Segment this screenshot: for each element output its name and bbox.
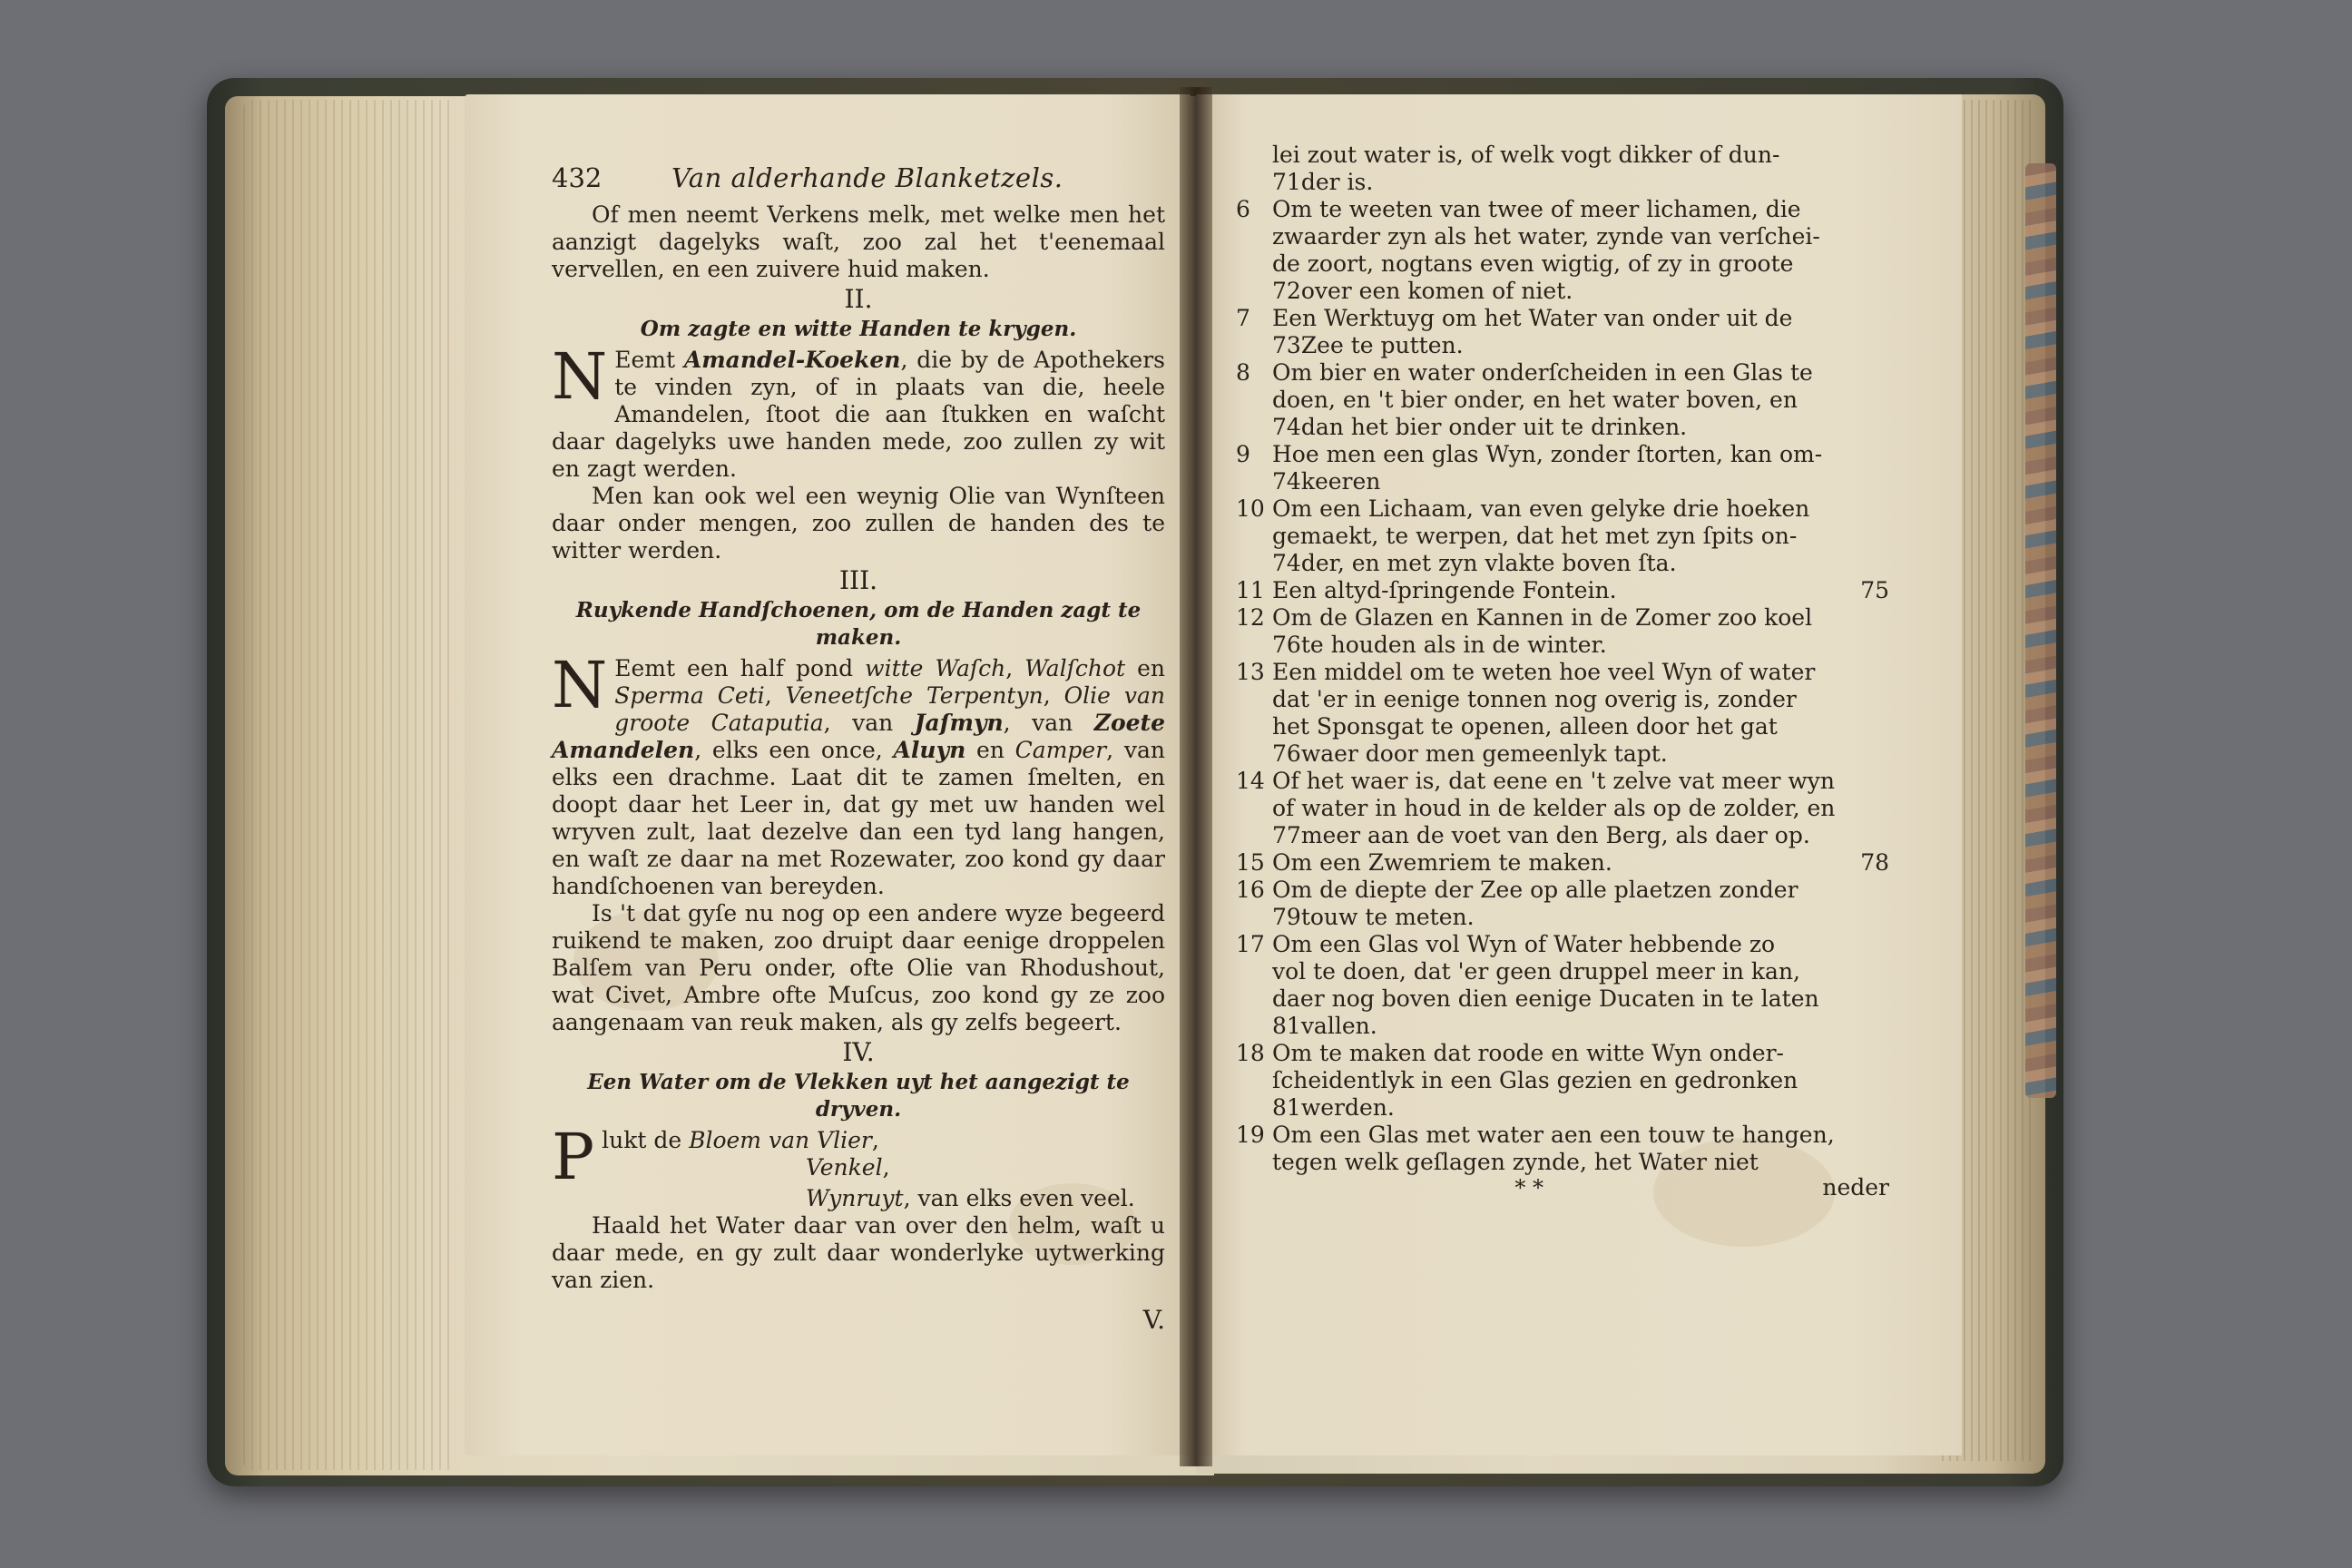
catchword: V.: [1142, 1305, 1165, 1335]
book-gutter: [1180, 87, 1212, 1466]
toc-entry-text: Om een Zwemriem te maken.: [1272, 849, 1612, 876]
toc-entry-number: 19: [1236, 1122, 1265, 1148]
section-number-4: IV.: [842, 1037, 875, 1067]
toc-page-ref: 74: [1272, 550, 1301, 576]
toc-page-ref: 71: [1272, 169, 1301, 195]
toc-entry: [1236, 877, 1889, 904]
toc-entry: [1236, 931, 1889, 958]
toc-entry-continuation: [1236, 1013, 1889, 1040]
toc-entry-continuation: [1236, 223, 1889, 250]
toc-entry-text: der, en met zyn vlakte boven ſta.: [1300, 550, 1677, 576]
toc-entry-continuation: [1236, 387, 1889, 414]
toc-entry-number: 16: [1236, 877, 1265, 903]
left-fore-edge: [243, 100, 452, 1470]
toc-entry-continuation: [1236, 985, 1889, 1013]
table-of-contents: [1236, 142, 1889, 1198]
toc-entry-text: werden.: [1300, 1094, 1395, 1121]
toc-entry-text: Een Werktuyg om het Water van onder uit de: [1272, 305, 1793, 331]
section-heading-4: Een Water om de Vlekken uyt het aangezigt te dryven.: [587, 1070, 1130, 1122]
toc-entry-text: lei zout water is, of welk vogt dikker of dun-: [1272, 142, 1780, 168]
section-3-paragraph-2: Is 't dat gyſe nu nog op een andere wyze begeerd ruikend te maken, zoo druipt daar eenige droppelen Balſem van Peru onder, ofte Olie van Rhodushout, wat Civet, Ambre ofte Muſcus, zoo kond gy ze zoo aangenaam van reuk maken, als gy zelfs begeert.: [552, 900, 1165, 1035]
toc-page-ref: 74: [1272, 468, 1301, 495]
toc-entry-continuation: [1236, 332, 1889, 359]
left-page-text: [552, 160, 1165, 1335]
toc-entry-continuation: [1236, 414, 1889, 441]
toc-entry-text: zwaarder zyn als het water, zynde van verſchei-: [1272, 223, 1820, 250]
toc-entry-continuation: [1236, 686, 1889, 713]
toc-entry-continuation: [1236, 523, 1889, 550]
toc-entry: [1236, 495, 1889, 523]
running-head: [552, 160, 1165, 201]
toc-entry-number: 6: [1236, 196, 1250, 222]
toc-entry-text: dan het bier onder uit te drinken.: [1300, 414, 1688, 440]
toc-entry-continuation: [1236, 904, 1889, 931]
marbled-endpaper: [2025, 163, 2056, 1098]
toc-entry-text: Om te maken dat roode en witte Wyn onder-: [1272, 1040, 1784, 1066]
page-number: 432: [552, 162, 603, 193]
toc-entry-text: vol te doen, dat 'er geen druppel meer in kan,: [1272, 958, 1800, 985]
left-page: [465, 94, 1191, 1455]
toc-entry-text: ſcheidentlyk in een Glas gezien en gedronken: [1272, 1067, 1798, 1093]
toc-page-ref: 79: [1272, 904, 1301, 930]
toc-entry-number: 12: [1236, 604, 1265, 631]
toc-entry-continuation: [1236, 740, 1889, 768]
catchword: neder: [1822, 1174, 1889, 1200]
section-heading-2: Om zagte en witte Handen te krygen.: [640, 317, 1077, 341]
toc-entry: [1236, 604, 1889, 632]
toc-page-ref: 77: [1272, 822, 1301, 848]
toc-entry: [1236, 577, 1889, 604]
toc-entry-continuation: [1236, 1094, 1889, 1122]
toc-page-ref: 81: [1272, 1013, 1301, 1039]
toc-entry-continuation: [1236, 795, 1889, 822]
toc-entry-continuation: [1236, 1149, 1889, 1176]
toc-entry-text: Een altyd-ſpringende Fontein.: [1272, 577, 1617, 603]
toc-entry-number: 8: [1236, 359, 1250, 386]
drop-cap: N: [552, 648, 608, 722]
toc-entry: [1236, 196, 1889, 223]
drop-cap: P: [552, 1120, 595, 1194]
toc-entry-text: doen, en 't bier onder, en het water boven, en: [1272, 387, 1798, 413]
toc-entry-continuation: [1236, 468, 1889, 495]
toc-entry-number: 17: [1236, 931, 1265, 957]
toc-entry-text: Om de Glazen en Kannen in de Zomer zoo koel: [1272, 604, 1813, 631]
toc-entry-text: meer aan de voet van den Berg, als daer op.: [1300, 822, 1810, 848]
toc-entry-continuation: [1236, 278, 1889, 305]
toc-entry: [1236, 849, 1889, 877]
toc-entry-text: Om de diepte der Zee op alle plaetzen zonder: [1272, 877, 1798, 903]
toc-entry-text: gemaekt, te werpen, dat het met zyn ſpits on-: [1272, 523, 1798, 549]
toc-page-ref: 78: [1860, 849, 1889, 876]
toc-page-ref: 81: [1272, 1094, 1301, 1121]
toc-entry-number: 10: [1236, 495, 1265, 522]
toc-entry-continuation: [1236, 713, 1889, 740]
toc-entry-text: te houden als in de winter.: [1300, 632, 1607, 658]
toc-entry-text: Om te weeten van twee of meer lichamen, die: [1272, 196, 1801, 222]
toc-entry-continuation: [1236, 1067, 1889, 1094]
toc-page-ref: 76: [1272, 740, 1301, 767]
toc-entry-text: keeren: [1300, 468, 1381, 495]
toc-entry: [1236, 441, 1889, 468]
toc-entry-number: 18: [1236, 1040, 1265, 1066]
toc-entry-text: touw te meten.: [1300, 904, 1475, 930]
toc-entry: [1236, 1040, 1889, 1067]
toc-entry-text: waer door men gemeenlyk tapt.: [1300, 740, 1668, 767]
toc-entry-text: der is.: [1300, 169, 1374, 195]
running-title: Van alderhande Blanketzels.: [671, 162, 1063, 193]
paragraph-intro: Of men neemt Verkens melk, met welke men het aanzigt dagelyks waſt, zoo zal het t'eenemaal vervellen, en een zuivere huid maken.: [552, 201, 1165, 282]
toc-entry-text: de zoort, nogtans even wigtig, of zy in groote: [1272, 250, 1794, 277]
section-number-3: III.: [838, 565, 878, 595]
toc-entry-text: Hoe men een glas Wyn, zonder ſtorten, kan om-: [1272, 441, 1823, 467]
section-4-paragraph-2: Haald het Water daar van over den helm, waſt u daar mede, en gy zult daar wonderlyke uytwerking van zien.: [552, 1212, 1165, 1293]
recipe-item: Venkel,: [806, 1154, 890, 1181]
signature-mark: * *: [1514, 1175, 1544, 1200]
toc-entry-number: 13: [1236, 659, 1265, 685]
toc-entry-text: over een komen of niet.: [1300, 278, 1573, 304]
toc-entries: [1236, 142, 1889, 1176]
toc-entry-text: Om een Glas vol Wyn of Water hebbende zo: [1272, 931, 1776, 957]
page-foot: [1236, 1174, 1889, 1200]
toc-entry-number: 9: [1236, 441, 1250, 467]
recipe-item: Wynruyt, van elks even veel.: [806, 1185, 1135, 1211]
toc-entry-text: Een middel om te weten hoe veel Wyn of water: [1272, 659, 1816, 685]
toc-entry: [1236, 1122, 1889, 1149]
toc-entry-number: 14: [1236, 768, 1265, 794]
section-number-2: II.: [844, 284, 873, 314]
toc-page-ref: 76: [1272, 632, 1301, 658]
toc-entry-text: Zee te putten.: [1300, 332, 1464, 358]
toc-entry-text: dat 'er in eenige tonnen nog overig is, zonder: [1272, 686, 1797, 712]
toc-page-ref: 75: [1860, 577, 1889, 603]
toc-entry-continuation: [1236, 550, 1889, 577]
toc-entry-text: daer nog boven dien eenige Ducaten in te laten: [1272, 985, 1819, 1012]
toc-entry-text: tegen welk geſlagen zynde, het Water niet: [1272, 1149, 1759, 1175]
toc-entry-continuation: [1236, 632, 1889, 659]
drop-cap: N: [552, 339, 608, 414]
toc-entry-text: Om een Lichaam, van even gelyke drie hoeken: [1272, 495, 1810, 522]
toc-entry-continuation: [1236, 822, 1889, 849]
toc-entry-continuation: [1236, 169, 1889, 196]
toc-entry: [1236, 659, 1889, 686]
toc-entry: [1236, 768, 1889, 795]
toc-entry: [1236, 359, 1889, 387]
toc-entry-continuation: [1236, 958, 1889, 985]
toc-page-ref: 73: [1272, 332, 1301, 358]
toc-entry-number: 11: [1236, 577, 1265, 603]
section-3-body: N Eemt een half pond witte Waſch, Walſchot en Sperma Ceti, Veneetſche Terpentyn, Olie van groote Cataputia, van Jaſmyn, van Zoete Amandelen, elks een once, Aluyn en Camper, van elks een drachme. Laat dit te zamen ſmelten, en doopt daar het Leer in, dat gy met uw handen wel wryven zult, laat dezelve dan een tyd lang hangen, en waſt ze daar na met Rozewater, zoo kond gy daar handſchoenen van bereyden.: [552, 648, 1165, 899]
toc-entry-text: Om een Glas met water aen een touw te hangen,: [1272, 1122, 1835, 1148]
toc-entry-text: het Sponsgat te openen, alleen door het gat: [1272, 713, 1778, 740]
section-heading-3: Ruykende Handſchoenen, om de Handen zagt te maken.: [575, 598, 1142, 650]
recipe-list: Plukt de Bloem van Vlier,: [552, 1120, 879, 1194]
toc-entry-number: 15: [1236, 849, 1265, 876]
section-2-paragraph-2: Men kan ook wel een weynig Olie van Wynſteen daar onder mengen, zoo zullen de handen des te witter werden.: [552, 483, 1165, 564]
right-page: [1200, 94, 1962, 1455]
toc-entry-text: Om bier en water onderſcheiden in een Glas te: [1272, 359, 1813, 386]
toc-entry-text: Of het waer is, dat eene en 't zelve vat meer wyn: [1272, 768, 1836, 794]
section-2-body: N Eemt Amandel-Koeken, die by de Apothekers te vinden zyn, of in plaats van die, heele Amandelen, ſtoot die aan ſtukken en waſcht daar dagelyks uwe handen mede, zoo zullen zy wit en zagt werden.: [552, 339, 1166, 482]
toc-entry-number: 7: [1236, 305, 1250, 331]
toc-entry-text: vallen.: [1300, 1013, 1377, 1039]
toc-entry-continuation: [1236, 250, 1889, 278]
toc-entry: [1236, 142, 1889, 169]
toc-page-ref: 72: [1272, 278, 1301, 304]
toc-page-ref: 74: [1272, 414, 1301, 440]
toc-entry: [1236, 305, 1889, 332]
toc-entry-text: of water in houd in de kelder als op de zolder, en: [1272, 795, 1836, 821]
